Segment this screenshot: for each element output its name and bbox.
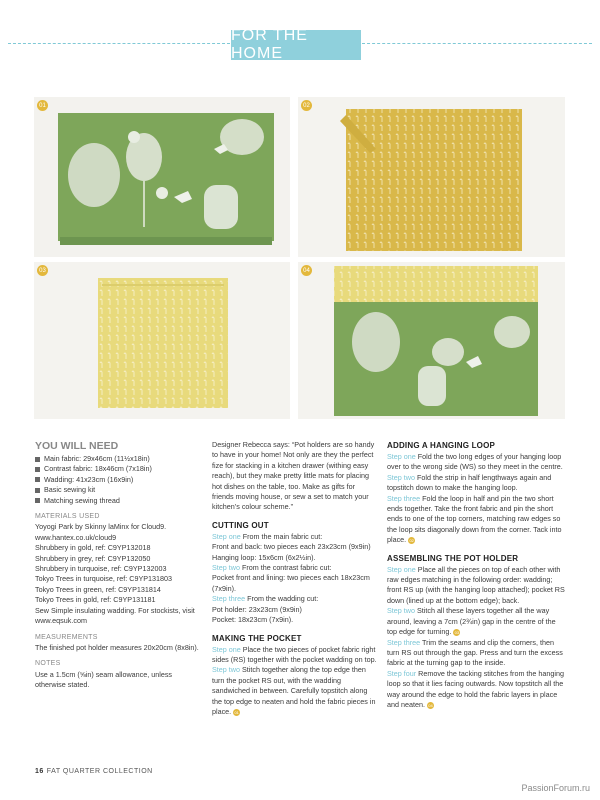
photo-ref-badge: 03: [454, 629, 460, 635]
photo-ref-badge: 01: [234, 709, 239, 715]
photo-step-04: [298, 262, 565, 419]
cut-line: Front and back: two pieces each 23x23cm (9x9in): [212, 542, 371, 552]
materials-line: Tokyo Trees in gold, ref: C9YP131181: [35, 595, 156, 605]
step-paragraph: Step one Place all the pieces on top of each other with raw edges matching in the following order: wadding; front RS up (with the hanging loop attached); pocket RS down (lined up at the bottom edge); back.: [387, 564, 565, 605]
step-number-badge: 03: [37, 265, 48, 276]
notes-heading: NOTES: [35, 660, 61, 668]
bullet-icon: [35, 457, 40, 462]
list-item: Matching sewing thread: [35, 496, 200, 506]
materials-line: Tokyo Trees in green, ref: C9YP131814: [35, 584, 161, 594]
cut-line: Hanging loop: 15x6cm (6x2½in).: [212, 552, 316, 562]
step-paragraph: Step three Trim the seams and clip the corners, then turn RS out through the gap. Press and turn the excess fabric at the turning gap to the inside.: [387, 637, 563, 668]
step-number-badge: 04: [301, 265, 312, 276]
step-paragraph: Step two From the contrast fabric cut:: [212, 563, 332, 573]
measurements-text: The finished pot holder measures 20x20cm (8x8in).: [35, 642, 199, 652]
bullet-icon: [35, 467, 40, 472]
step-label: Step three: [212, 594, 246, 604]
step-label: Step two: [387, 472, 415, 482]
yellow-fabric-illustration: [298, 97, 565, 257]
materials-line: Yoyogi Park by Skinny laMinx for Cloud9. www.hantex.co.uk/cloud9: [35, 522, 167, 542]
assembling-heading: ASSEMBLING THE POT HOLDER: [387, 553, 519, 563]
step-paragraph: Step two Stitch together along the top edge then turn the pocket RS out, with the wadding sandwiched in between. Carefully topstitch along the top edge to neaten and hold the fabric pieces in place. 01: [212, 665, 376, 716]
column-assembly: [387, 440, 567, 710]
materials-heading: MATERIALS USED: [35, 513, 100, 521]
page-footer: [35, 768, 153, 775]
photo-step-01: [34, 97, 290, 257]
step-label: Step one: [212, 644, 241, 654]
cutting-out-heading: CUTTING OUT: [212, 520, 269, 530]
step-label: Step one: [212, 531, 241, 541]
step-label: Step two: [387, 606, 415, 616]
step-label: Step two: [212, 665, 240, 675]
materials-line: Tokyo Trees in turquoise, ref: C9YP131803: [35, 574, 173, 584]
step-label: Step one: [387, 452, 416, 461]
assembled-pot-holder-illustration: [298, 262, 565, 419]
step-paragraph: Step one Place the two pieces of pocket fabric right sides (RS) together with the pocket wadding on top.: [212, 644, 377, 664]
notes-text: Use a 1.5cm (⅝in) seam allowance, unless otherwise stated.: [35, 669, 173, 690]
step-paragraph: Step three Fold the loop in half and pin the two short ends together. Take the front fabric and pin the short ends to one of the top corners, matching raw edges so the loop sits diagonally down from the corner. Tack into place. 02: [387, 493, 562, 545]
step-paragraph: Step one Fold the two long edges of your hanging loop over to the wrong side (WS) so they meet in the centre.: [387, 452, 563, 472]
cut-line: Pocket: 18x23cm (7x9in).: [212, 615, 294, 625]
materials-line: Shrubbery in turquoise, ref: C9YP132003: [35, 564, 167, 574]
designer-quote: Designer Rebecca says: “Pot holders are so handy to have in your home! Not only are they the perfect fize for stacking in a kitchen drawer (withing easy reach), but they make pretty little mats for placing hot dishes on the table, too. Make as gifts for friends moving house, or sew a set to match your kitchen’s colour scheme.”: [212, 440, 375, 512]
pocket-illustration: [34, 262, 290, 419]
cut-line: Pot holder: 23x23cm (9x9in): [212, 604, 302, 614]
bullet-icon: [35, 498, 40, 503]
step-label: Step three: [387, 637, 421, 647]
step-number-badge: 02: [301, 100, 312, 111]
list-item: Contrast fabric: 18x46cm (7x18in): [35, 464, 200, 474]
list-item: Main fabric: 29x46cm (11½x18in): [35, 454, 200, 464]
photo-step-02: [298, 97, 565, 257]
photo-step-03: [34, 262, 290, 419]
step-number-badge: 01: [37, 100, 48, 111]
measurements-heading: MEASUREMENTS: [35, 633, 98, 641]
step-label: Step three: [387, 493, 421, 503]
materials-line: Shrubbery in gold, ref: C9YP132018: [35, 543, 151, 553]
hanging-loop-heading: ADDING A HANGING LOOP: [387, 441, 496, 450]
header-rule-right: [362, 43, 592, 44]
page-number: 16: [35, 768, 44, 775]
materials-line: Sew Simple insulating wadding. For stockists, visit www.eqsuk.com: [35, 605, 195, 626]
step-paragraph: Step four Remove the tacking stitches from the hanging loop so that it lies facing outwards. Now topstitch all the way around the edge to hold the fabric layers in place and neaten. 04: [387, 668, 564, 709]
bullet-icon: [35, 477, 40, 482]
step-paragraph: Step two Fold the strip in half lengthways again and topstitch down to make the hanging loop.: [387, 472, 552, 493]
step-label: Step two: [212, 563, 240, 573]
bullet-icon: [35, 488, 40, 493]
step-paragraph: Step two Stitch all these layers together all the way around, leaving a 7cm (2¾in) gap in the centre of the top edge for turning. 03: [387, 606, 556, 637]
column-cutting: [212, 440, 377, 717]
making-pocket-heading: MAKING THE POCKET: [212, 633, 302, 643]
column-requirements: [35, 440, 200, 691]
green-fabric-illustration: [34, 97, 290, 257]
photo-ref-badge: 04: [428, 702, 433, 708]
you-will-need-heading: YOU WILL NEED: [35, 440, 119, 452]
materials-line: Shrubbery in grey, ref: C9YP132050: [35, 553, 151, 563]
list-item: Basic sewing kit: [35, 485, 200, 495]
watermark: PassionForum.ru: [521, 783, 590, 793]
list-item: Wadding: 41x23cm (16x9in): [35, 475, 200, 485]
cut-line: Pocket front and lining: two pieces each 18x23cm (7x9in).: [212, 573, 370, 593]
step-paragraph: Step one From the main fabric cut:: [212, 531, 323, 541]
step-label: Step four: [387, 668, 417, 678]
magazine-name: FAT QUARTER COLLECTION: [46, 768, 153, 775]
step-paragraph: Step three From the wadding cut:: [212, 594, 319, 604]
photo-ref-badge: 02: [409, 537, 414, 543]
step-label: Step one: [387, 564, 416, 574]
section-title: FOR THE HOME: [231, 30, 361, 60]
header-rule-left: [8, 43, 230, 44]
